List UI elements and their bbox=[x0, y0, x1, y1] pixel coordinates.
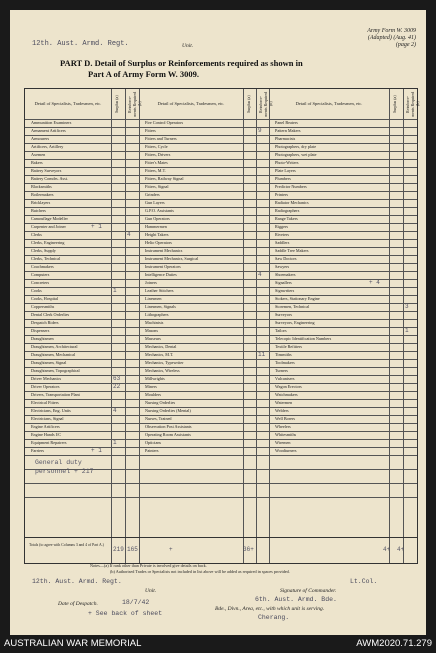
table-cell-specialist: Clerks bbox=[31, 232, 42, 237]
row-divider bbox=[25, 279, 417, 280]
table-cell-specialist: Radiator Mechanics bbox=[275, 200, 309, 205]
table-cell-specialist: Operating Room Assistants bbox=[145, 432, 191, 437]
table-cell-specialist: Storemen, Technical bbox=[275, 304, 310, 309]
table-cell-specialist: Cooks, Hospital bbox=[31, 296, 58, 301]
table-cell-specialist: Battery Comdrs. Asst. bbox=[31, 176, 68, 181]
table-cell-specialist: Masons bbox=[145, 328, 159, 333]
table-cell-specialist: Despatch Riders bbox=[31, 320, 59, 325]
column-header-specialists: Detail of Specialists, Tradesmen, etc. bbox=[295, 101, 363, 107]
table-cell-specialist: Wiremen bbox=[275, 440, 291, 445]
table-cell-specialist: Linesmen bbox=[145, 296, 162, 301]
table-cell-specialist: Draughtsmen, Mechanical bbox=[31, 352, 76, 357]
entry-value: 22 bbox=[113, 383, 121, 390]
column-divider bbox=[243, 89, 244, 563]
row-divider bbox=[25, 295, 417, 296]
table-cell-specialist: Miners bbox=[145, 384, 157, 389]
footer-unit-typed: 12th. Aust. Armd. Regt. bbox=[32, 578, 122, 585]
column-divider bbox=[403, 89, 404, 563]
table-cell-specialist: Fitters, Signal bbox=[145, 184, 169, 189]
table-cell-specialist: Drivers, Transportation Plant bbox=[31, 392, 80, 397]
title-line-2: Part A of Army Form W. 3009. bbox=[88, 69, 199, 79]
table-cell-specialist: Photo-Writers bbox=[275, 160, 299, 165]
table-cell-specialist: Mechanics, Dental bbox=[145, 344, 177, 349]
table-cell-specialist: Nursing Orderlies bbox=[145, 400, 176, 405]
form-ref-line-2: (Adapted) (Aug. 41) bbox=[367, 35, 416, 41]
row-divider bbox=[25, 343, 417, 344]
row-divider bbox=[25, 263, 417, 264]
column-header-surplus: Surplus (a) bbox=[246, 95, 251, 113]
table-cell-specialist: Predictor Numbers bbox=[275, 184, 307, 189]
table-cell-specialist: Moulders bbox=[145, 392, 162, 397]
table-cell-specialist: Panel Beaters bbox=[275, 120, 298, 125]
table-cell-specialist: Textile Refitters bbox=[275, 344, 303, 349]
archive-name: AUSTRALIAN WAR MEMORIAL bbox=[4, 638, 142, 649]
table-cell-specialist: Painters bbox=[145, 448, 159, 453]
table-cell-specialist: Watchmakers bbox=[275, 392, 298, 397]
unit-label: Unit. bbox=[182, 43, 194, 49]
table-cell-specialist: Joiners bbox=[145, 280, 157, 285]
row-divider bbox=[25, 199, 417, 200]
row-divider bbox=[25, 497, 417, 498]
header-divider bbox=[25, 119, 417, 120]
table-cell-specialist: Mechanics, M.T. bbox=[145, 352, 174, 357]
row-divider bbox=[25, 367, 417, 368]
table-cell-specialist: Farriers bbox=[31, 448, 45, 453]
table-cell-specialist: Fitter's Mates bbox=[145, 160, 168, 165]
table-cell-specialist: Axemen bbox=[31, 152, 46, 157]
table-cell-specialist: Instrument Mechanics, Surgical bbox=[145, 256, 199, 261]
table-cell-specialist: Height Takers bbox=[145, 232, 169, 237]
table-cell-specialist: Saddle Tree Makers bbox=[275, 248, 309, 253]
table-cell-specialist: Fitters and Turners bbox=[145, 136, 177, 141]
table-cell-specialist: Equipment Repairers bbox=[31, 440, 67, 445]
totals-label: Totals (to agree with Columns 3 and 4 of Part A.) bbox=[29, 543, 104, 547]
table-cell-specialist: Electrical Fitters bbox=[31, 400, 59, 405]
table-cell-specialist: Observation Post Assistants bbox=[145, 424, 192, 429]
table-cell-specialist: Linesmen, Signals bbox=[145, 304, 176, 309]
row-divider bbox=[25, 335, 417, 336]
totals-value: 36+ bbox=[243, 546, 254, 553]
see-back-note: + See back of sheet bbox=[88, 610, 163, 617]
table-cell-specialist: Draughtsmen, Signal bbox=[31, 360, 67, 365]
table-cell-specialist: Machinists bbox=[145, 320, 164, 325]
table-cell-specialist: Tailors bbox=[275, 328, 287, 333]
row-divider bbox=[25, 483, 417, 484]
unit-name-typed: 12th. Aust. Armd. Regt. bbox=[32, 40, 129, 48]
row-divider bbox=[25, 215, 417, 216]
table-cell-specialist: Riggers bbox=[275, 224, 289, 229]
column-header-surplus: Surplus (a) bbox=[114, 95, 119, 113]
table-cell-specialist: Woodturners bbox=[275, 448, 297, 453]
row-divider bbox=[25, 455, 417, 456]
row-divider bbox=[25, 407, 417, 408]
table-cell-specialist: Plate Layers bbox=[275, 168, 296, 173]
table-cell-specialist: Lithographers bbox=[145, 312, 169, 317]
row-divider bbox=[25, 287, 417, 288]
row-divider bbox=[25, 399, 417, 400]
row-divider bbox=[25, 319, 417, 320]
column-header-reinforcements: Reinforce- ments Required (b) bbox=[258, 91, 273, 117]
row-divider bbox=[25, 127, 417, 128]
table-cell-specialist: Pharmacists bbox=[275, 136, 296, 141]
title-line-1: PART D. Detail of Surplus or Reinforcements required as shown in bbox=[60, 58, 303, 68]
table-cell-specialist: Whitesmiths bbox=[275, 432, 297, 437]
row-divider bbox=[25, 183, 417, 184]
entry-value: 3 bbox=[405, 303, 409, 310]
table-cell-specialist: Computers bbox=[31, 272, 50, 277]
row-divider bbox=[25, 231, 417, 232]
footer-unit-label: Unit. bbox=[145, 588, 157, 594]
form-notes bbox=[90, 563, 290, 575]
table-cell-specialist: Bakers bbox=[31, 160, 43, 165]
table-cell-specialist: Nurses, Trained bbox=[145, 416, 172, 421]
entry-value: 4 bbox=[113, 407, 117, 414]
table-cell-specialist: Fitters, Railway Signal bbox=[145, 176, 184, 181]
table-cell-specialist: Welders bbox=[275, 408, 289, 413]
table-cell-specialist: Saw Doctors bbox=[275, 256, 297, 261]
row-divider bbox=[25, 375, 417, 376]
table-cell-specialist: Riveters bbox=[275, 232, 289, 237]
table-cell-specialist: Mechanics, Typewriter bbox=[145, 360, 184, 365]
table-cell-specialist: Draughtsmen, Architectural bbox=[31, 344, 78, 349]
table-cell-specialist: Concreters bbox=[31, 280, 50, 285]
table-cell-specialist: Pattern Makers bbox=[275, 128, 301, 133]
form-reference bbox=[367, 28, 416, 49]
table-cell-specialist: Dispensers bbox=[31, 328, 50, 333]
brigade-label: Bde., Divn., Area, etc., with which unit is serving. bbox=[215, 606, 325, 612]
table-cell-specialist: Armourers bbox=[31, 136, 50, 141]
table-cell-specialist: Carpenter and Joiner bbox=[31, 224, 66, 229]
table-cell-specialist: Blacksmiths bbox=[31, 184, 52, 189]
totals-value: 165 bbox=[127, 546, 138, 553]
table-cell-specialist: Helio Operators bbox=[145, 240, 172, 245]
signature-label: Signature of Commander. bbox=[280, 588, 337, 594]
totals-value: 4+ bbox=[397, 546, 405, 553]
table-cell-specialist: Wheelers bbox=[275, 424, 291, 429]
row-divider bbox=[25, 303, 417, 304]
table-cell-specialist: Gun Operators bbox=[145, 216, 170, 221]
table-cell-specialist: Opticians bbox=[145, 440, 162, 445]
entry-value: + 1 bbox=[91, 223, 102, 230]
extra-entry-line-2: personnel + 217 bbox=[35, 468, 94, 475]
despatch-date-label: Date of Despatch. bbox=[58, 601, 98, 607]
table-cell-specialist: Ammunition Examiners bbox=[31, 120, 72, 125]
table-cell-specialist: Artificers, Artillery bbox=[31, 144, 64, 149]
form-ref-line-3: (page 2) bbox=[395, 42, 416, 48]
row-divider bbox=[25, 271, 417, 272]
totals-divider bbox=[25, 537, 417, 538]
entry-value: 1 bbox=[113, 287, 117, 294]
table-cell-specialist: Electricians, Eng. Units bbox=[31, 408, 71, 413]
table-cell-specialist: Draughtsmen, Topographical bbox=[31, 368, 80, 373]
row-divider bbox=[25, 159, 417, 160]
table-cell-specialist: Electricians, Signal bbox=[31, 416, 64, 421]
row-divider bbox=[25, 239, 417, 240]
table-cell-specialist: Masseurs bbox=[145, 336, 161, 341]
column-divider bbox=[139, 89, 140, 563]
table-cell-specialist: Photographers, wet plate bbox=[275, 152, 317, 157]
table-cell-specialist: Fire Control Operators bbox=[145, 120, 184, 125]
row-divider bbox=[25, 223, 417, 224]
table-cell-specialist: Stokers, Stationary Engine bbox=[275, 296, 320, 301]
form-sheet bbox=[10, 10, 426, 635]
table-cell-specialist: Turners bbox=[275, 368, 288, 373]
table-cell-specialist: Butchers bbox=[31, 208, 46, 213]
table-cell-specialist: Sawyers bbox=[275, 264, 290, 269]
table-cell-specialist: Photographers, dry plate bbox=[275, 144, 317, 149]
archive-reference: AWM2020.71.279 bbox=[356, 638, 432, 649]
table-cell-specialist: Vulcanisers bbox=[275, 376, 295, 381]
row-divider bbox=[25, 431, 417, 432]
table-cell-specialist: Boilermakers bbox=[31, 192, 54, 197]
column-header-specialists: Detail of Specialists, Tradesmen, etc. bbox=[157, 101, 225, 107]
table-cell-specialist: Grinders bbox=[145, 192, 160, 197]
row-divider bbox=[25, 359, 417, 360]
totals-value: 219 bbox=[113, 546, 124, 553]
table-cell-specialist: Signallers bbox=[275, 280, 292, 285]
table-cell-specialist: Driver Operators bbox=[31, 384, 60, 389]
table-cell-specialist: Well Borers bbox=[275, 416, 296, 421]
column-divider bbox=[256, 89, 257, 563]
column-header-reinforcements: Reinforce- ments Required (b) bbox=[127, 91, 142, 117]
table-cell-specialist: Armament Artificers bbox=[31, 128, 66, 133]
column-divider bbox=[269, 89, 270, 563]
table-cell-specialist: Gun Layers bbox=[145, 200, 165, 205]
row-divider bbox=[25, 423, 417, 424]
table-cell-specialist: Hammermen bbox=[145, 224, 167, 229]
row-divider bbox=[25, 447, 417, 448]
table-cell-specialist: Draughtsmen bbox=[31, 336, 54, 341]
entry-value: 1 bbox=[113, 439, 117, 446]
brigade-typed: 6th. Aust. Armd. Bde. bbox=[255, 596, 337, 603]
row-divider bbox=[25, 135, 417, 136]
row-divider bbox=[25, 191, 417, 192]
entry-value: 11 bbox=[258, 351, 266, 358]
table-cell-specialist: Clerks, Supply bbox=[31, 248, 56, 253]
table-cell-specialist: Bricklayers bbox=[31, 200, 51, 205]
extra-entry-line-1: General duty bbox=[35, 459, 82, 466]
table-cell-specialist: Watermen bbox=[275, 400, 293, 405]
column-divider bbox=[111, 89, 112, 563]
entry-value: + 4 bbox=[369, 279, 380, 286]
despatch-date-typed: 18/7/42 bbox=[122, 599, 150, 606]
table-cell-specialist: Clerks, Engineering bbox=[31, 240, 65, 245]
column-header-surplus: Surplus (a) bbox=[392, 95, 397, 113]
entry-value: 1 bbox=[405, 327, 409, 334]
row-divider bbox=[25, 351, 417, 352]
row-divider bbox=[25, 167, 417, 168]
table-cell-specialist: Coppersmiths bbox=[31, 304, 55, 309]
specialists-table bbox=[24, 88, 418, 564]
table-cell-specialist: Saddlers bbox=[275, 240, 290, 245]
place-typed: Cherang. bbox=[258, 614, 290, 621]
row-divider bbox=[25, 143, 417, 144]
totals-value: 4+ bbox=[383, 546, 391, 553]
table-cell-specialist: Printers bbox=[275, 192, 289, 197]
table-cell-specialist: Surveyors bbox=[275, 312, 292, 317]
table-cell-specialist: Cooks bbox=[31, 288, 42, 293]
table-cell-specialist: Telecopic Identification Numbers bbox=[275, 336, 332, 341]
row-divider bbox=[25, 327, 417, 328]
table-cell-specialist: Radiographers bbox=[275, 208, 300, 213]
column-header-reinforcements: Reinforce- ments Required (b) bbox=[405, 91, 420, 117]
table-cell-specialist: Fitters bbox=[145, 128, 156, 133]
archive-caption-bar bbox=[0, 635, 436, 653]
commander-signature-typed: Lt.Col. bbox=[350, 578, 378, 585]
table-cell-specialist: Intelligence Duties bbox=[145, 272, 177, 277]
table-cell-specialist: Fitters, Drivers bbox=[145, 152, 171, 157]
table-cell-specialist: G.P.O. Assistants bbox=[145, 208, 174, 213]
table-cell-specialist: Battery Surveyors bbox=[31, 168, 62, 173]
row-divider bbox=[25, 311, 417, 312]
table-cell-specialist: Instrument Mechanics bbox=[145, 248, 183, 253]
table-cell-specialist: Toolmakers bbox=[275, 360, 295, 365]
entry-value: 9 bbox=[258, 127, 262, 134]
table-cell-specialist: Tinsmiths bbox=[275, 352, 292, 357]
table-cell-specialist: Range Takers bbox=[275, 216, 298, 221]
table-cell-specialist: Fitters, M.T. bbox=[145, 168, 166, 173]
table-cell-specialist: Leather Stitchers bbox=[145, 288, 174, 293]
row-divider bbox=[25, 439, 417, 440]
table-cell-specialist: Clerks, Technical bbox=[31, 256, 61, 261]
row-divider bbox=[25, 175, 417, 176]
row-divider bbox=[25, 255, 417, 256]
entry-value: 4 bbox=[127, 231, 131, 238]
table-cell-specialist: Coachmakers bbox=[31, 264, 54, 269]
table-cell-specialist: Fitters, Cycle bbox=[145, 144, 168, 149]
row-divider bbox=[25, 151, 417, 152]
totals-value: + bbox=[169, 546, 173, 553]
entry-value: + 1 bbox=[91, 447, 102, 454]
table-cell-specialist: Shoemakers bbox=[275, 272, 296, 277]
table-cell-specialist: Millwrights bbox=[145, 376, 165, 381]
table-cell-specialist: Camouflage Modeller bbox=[31, 216, 68, 221]
part-d-title bbox=[60, 58, 380, 80]
table-cell-specialist: Instrument Operators bbox=[145, 264, 181, 269]
column-divider bbox=[125, 89, 126, 563]
table-cell-specialist: Engine Artificers bbox=[31, 424, 60, 429]
table-cell-specialist: Engine Hands I/C bbox=[31, 432, 62, 437]
table-cell-specialist: Dental Clerk Orderlies bbox=[31, 312, 70, 317]
column-header-specialists: Detail of Specialists, Tradesmen, etc. bbox=[34, 101, 102, 107]
table-cell-specialist: Nursing Orderlies (Mental) bbox=[145, 408, 191, 413]
table-cell-specialist: Mechanics, Wireless bbox=[145, 368, 180, 373]
table-cell-specialist: Driver Mechanics bbox=[31, 376, 62, 381]
entry-value: 63 bbox=[113, 375, 121, 382]
table-cell-specialist: Plumbers bbox=[275, 176, 291, 181]
table-cell-specialist: Surveyors, Engineering bbox=[275, 320, 315, 325]
row-divider bbox=[25, 207, 417, 208]
note-line-1: Notes—(a) If rank other than Private is involved give details on back. bbox=[90, 563, 207, 568]
row-divider bbox=[25, 391, 417, 392]
table-cell-specialist: Signwriters bbox=[275, 288, 295, 293]
row-divider bbox=[25, 247, 417, 248]
table-cell-specialist: Wagon Erectors bbox=[275, 384, 302, 389]
entry-value: 4 bbox=[258, 271, 262, 278]
column-divider bbox=[389, 89, 390, 563]
row-divider bbox=[25, 415, 417, 416]
form-ref-line-1: Army Form W. 3009 bbox=[367, 28, 416, 34]
row-divider bbox=[25, 383, 417, 384]
note-line-2: (b) Authorised Trades or Specialists not included in list above will be added as required in spaces provided. bbox=[110, 569, 290, 574]
